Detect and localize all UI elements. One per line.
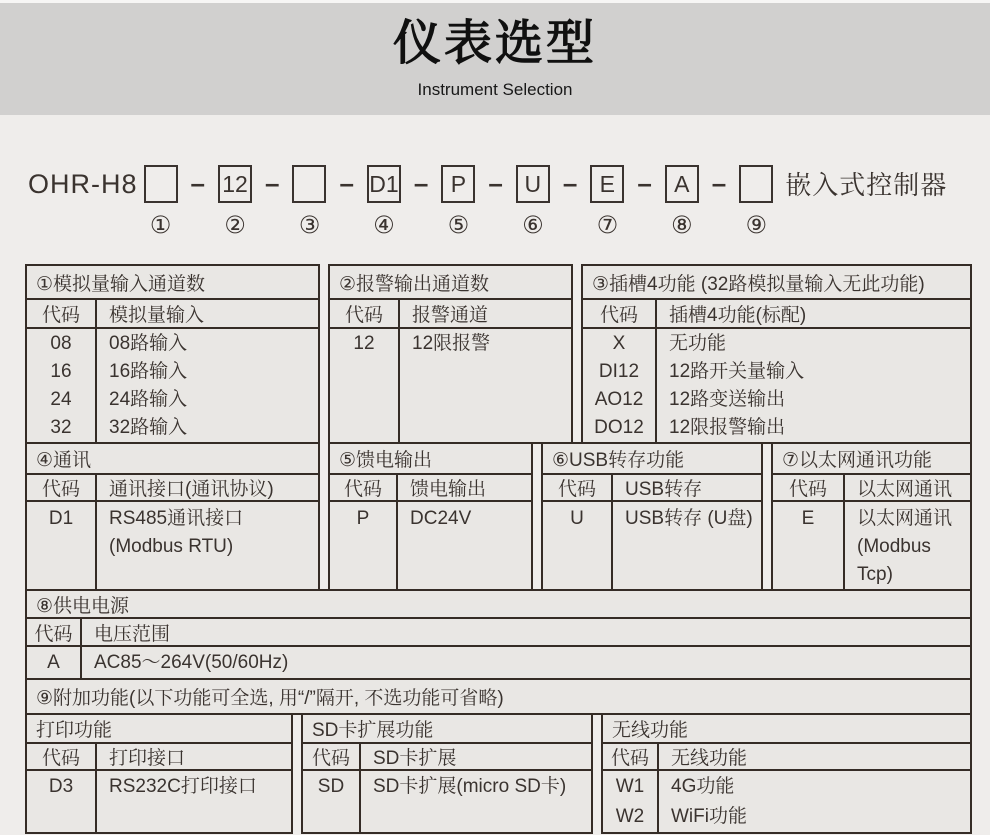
desc-column-header: 电压范围 [82, 619, 970, 647]
desc-column-header: 模拟量输入 [97, 300, 318, 329]
code-column-header: 代码 [583, 300, 655, 329]
section-wireless [601, 713, 972, 834]
code-box-2: 12 [218, 165, 252, 203]
code-value: AO12 [594, 389, 644, 410]
model-segment-8 [665, 165, 699, 238]
desc-column-header: 馈电输出 [398, 475, 531, 502]
model-segment-5 [441, 165, 475, 238]
desc-value: USB转存 (U盘) [625, 508, 753, 529]
code-value: 08 [50, 333, 72, 354]
code-value: DI12 [598, 361, 640, 382]
circled-number-2: ② [224, 212, 246, 239]
band-power [25, 589, 972, 680]
code-column-header: 代码 [543, 475, 611, 502]
desc-column-header: 报警通道 [400, 300, 571, 329]
desc-value: 以太网通讯 [857, 508, 953, 529]
model-segment-9 [739, 165, 773, 238]
section-print-title: 打印功能 [27, 715, 291, 744]
code-value: E [801, 508, 815, 529]
code-value: P [356, 508, 370, 529]
section-wireless-title: 无线功能 [603, 715, 970, 744]
code-value: W2 [615, 806, 645, 827]
model-segment-7 [590, 165, 624, 238]
desc-value-line2: (Modbus Tcp) [857, 536, 931, 585]
desc-value: DC24V [410, 508, 472, 529]
code-box-5: P [441, 165, 475, 203]
section-sd-title: SD卡扩展功能 [303, 715, 591, 744]
page-title: 仪表选型 [392, 17, 597, 71]
desc-column-header: SD卡扩展 [361, 744, 591, 771]
code-column-header: 代码 [27, 300, 95, 329]
selection-table [25, 264, 972, 834]
band-2 [25, 442, 972, 591]
separator-dash: – [637, 168, 652, 198]
code-box-9 [739, 165, 773, 203]
section-print-function [25, 713, 293, 834]
desc-value: WiFi功能 [671, 806, 747, 827]
circled-number-3: ③ [298, 212, 321, 239]
code-column-header: 代码 [27, 475, 95, 502]
model-code-line [28, 165, 990, 238]
model-segment-6 [516, 165, 550, 238]
section-7-title: ⑦以太网通讯功能 [773, 444, 970, 475]
circled-number-8: ⑧ [671, 212, 693, 239]
code-value: SD [317, 776, 345, 797]
code-value: 12 [353, 333, 375, 354]
band-1 [25, 264, 972, 444]
desc-value: 16路输入 [109, 361, 188, 382]
separator-dash: – [190, 168, 205, 198]
code-value: U [570, 508, 584, 529]
code-value: W1 [615, 776, 645, 797]
code-column-header: 代码 [330, 300, 398, 329]
model-segment-3 [292, 165, 326, 238]
circled-number-5: ⑤ [447, 212, 470, 239]
page-subtitle: Instrument Selection [417, 79, 573, 99]
separator-dash: – [413, 168, 429, 198]
section-5-title: ⑤馈电输出 [330, 444, 531, 475]
desc-value: 12路变送输出 [669, 389, 786, 410]
code-value: 16 [50, 361, 72, 382]
desc-column-header: 以太网通讯 [845, 475, 970, 502]
code-value: D3 [48, 776, 74, 797]
code-column-header: 代码 [27, 619, 80, 647]
circled-number-9: ⑨ [745, 212, 768, 239]
code-box-8: A [665, 165, 699, 203]
model-segment-1 [144, 165, 178, 238]
section-1-title: ①模拟量输入通道数 [27, 266, 318, 300]
desc-column-header: USB转存 [613, 475, 761, 502]
section-8-title: ⑧供电电源 [27, 591, 970, 619]
section-ethernet [771, 442, 972, 591]
desc-column-header: 打印接口 [97, 744, 291, 771]
desc-value: RS485通讯接口 [109, 508, 244, 529]
code-value: X [612, 333, 626, 354]
circled-number-7: ⑦ [596, 212, 619, 239]
code-column-header: 代码 [603, 744, 657, 771]
desc-value-line2: (Modbus RTU) [109, 536, 234, 557]
desc-column-header: 插槽4功能(标配) [657, 300, 970, 329]
desc-value: 12路开关量输入 [669, 361, 805, 382]
desc-value: 24路输入 [109, 389, 188, 410]
desc-value: AC85～264V(50/60Hz) [94, 652, 289, 673]
desc-value: SD卡扩展(micro SD卡) [373, 776, 567, 797]
section-3-title: ③插槽4功能 (32路模拟量输入无此功能) [583, 266, 970, 300]
code-column-header: 代码 [773, 475, 843, 502]
code-column-header: 代码 [330, 475, 396, 502]
code-box-7: E [590, 165, 624, 203]
code-value: A [47, 652, 60, 673]
section-additional-functions [25, 678, 972, 715]
section-2-title: ②报警输出通道数 [330, 266, 571, 300]
section-usb-transfer [541, 442, 763, 591]
circled-number-6: ⑥ [522, 212, 544, 239]
section-6-title: ⑥USB转存功能 [543, 444, 761, 475]
desc-value: 12限报警输出 [669, 417, 786, 438]
separator-dash: – [711, 168, 727, 198]
code-value: 32 [50, 417, 72, 438]
code-box-6: U [516, 165, 550, 203]
model-suffix: 嵌入式控制器 [785, 170, 948, 200]
code-column-header: 代码 [27, 744, 95, 771]
page-header [0, 3, 990, 115]
code-value: 24 [50, 389, 72, 410]
section-9-title: ⑨附加功能(以下功能可全选, 用“/”隔开, 不选功能可省略) [36, 688, 504, 709]
code-box-4: D1 [367, 165, 401, 203]
desc-value: 08路输入 [109, 333, 188, 354]
separator-dash: – [562, 168, 578, 198]
model-prefix: OHR-H8 [28, 169, 138, 199]
separator-dash: – [488, 168, 503, 198]
band-additional [25, 713, 972, 834]
desc-value: RS232C打印接口 [109, 776, 257, 797]
code-column-header: 代码 [303, 744, 359, 771]
desc-value: 12限报警 [412, 333, 491, 354]
section-analog-input [25, 264, 320, 444]
model-segment-4 [367, 165, 401, 238]
desc-value: 4G功能 [671, 776, 735, 797]
section-feed-output [328, 442, 533, 591]
section-slot4-function [581, 264, 972, 444]
section-4-title: ④通讯 [27, 444, 318, 475]
desc-column-header: 通讯接口(通讯协议) [97, 475, 318, 502]
code-value: DO12 [594, 417, 644, 438]
circled-number-1: ① [149, 212, 172, 239]
section-sd-card [301, 713, 593, 834]
code-box-3 [292, 165, 326, 203]
separator-dash: – [339, 168, 354, 198]
desc-value: 32路输入 [109, 417, 188, 438]
section-power-supply [25, 589, 972, 680]
desc-column-header: 无线功能 [659, 744, 970, 771]
section-alarm-output [328, 264, 573, 444]
circled-number-4: ④ [373, 212, 395, 239]
model-segment-2 [218, 165, 252, 238]
band-additional-title [25, 678, 972, 715]
code-value: D1 [48, 508, 74, 529]
code-box-1 [144, 165, 178, 203]
desc-value: 无功能 [669, 333, 727, 354]
section-communication [25, 442, 320, 591]
separator-dash: – [264, 168, 280, 198]
